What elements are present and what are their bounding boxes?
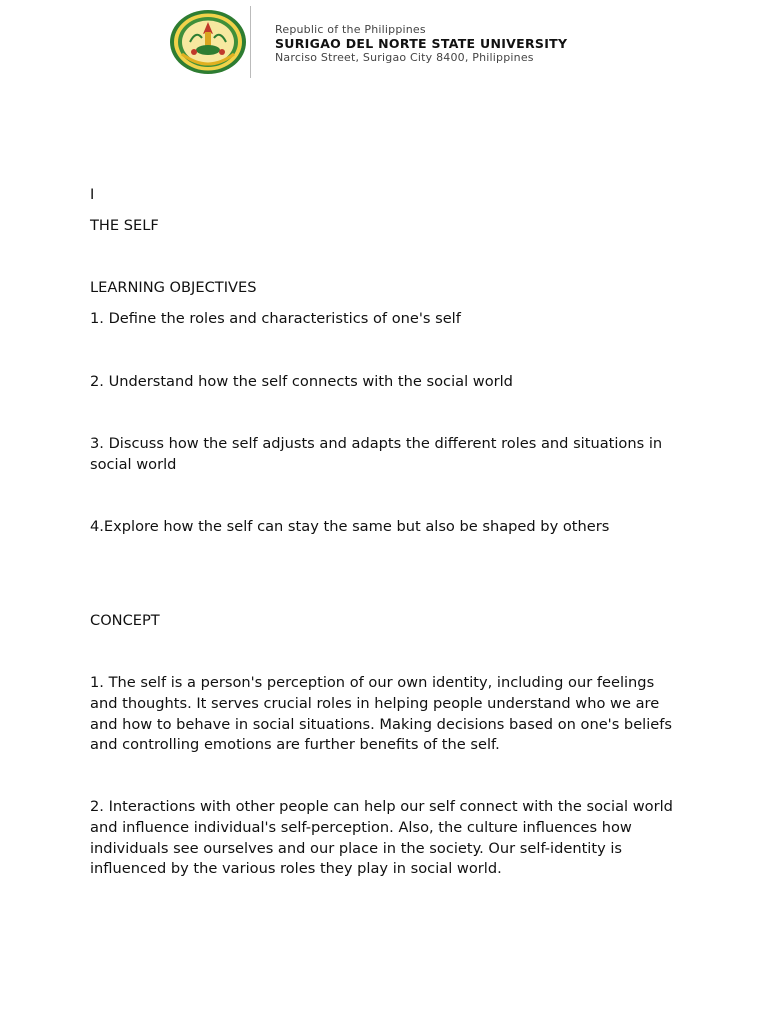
letterhead-divider	[250, 6, 251, 78]
concept-2: 2. Interactions with other people can help our self connect with the social world and influence individual's self-perception. Also, the culture influences how individuals see ourselves and our place in the society. Our self-identity is influenced by the various roles they play in social world.	[90, 798, 673, 878]
concept-1: 1. The self is a person's perception of our own identity, including our feelings and thoughts. It serves crucial roles in helping people understand who we are and how to behave in social situations. Making decisions based on one's beliefs and controlling emotions are further benefits of the self.	[90, 674, 673, 754]
letterhead	[0, 0, 768, 90]
objectives-heading: LEARNING OBJECTIVES	[90, 279, 257, 296]
university-address: Narciso Street, Surigao City 8400, Philippines	[275, 51, 534, 64]
chapter-title: THE SELF	[90, 217, 159, 234]
university-name: SURIGAO DEL NORTE STATE UNIVERSITY	[275, 36, 568, 51]
objective-2: 2. Understand how the self connects with the social world	[90, 373, 513, 390]
objective-1: 1. Define the roles and characteristics of one's self	[90, 310, 461, 327]
objective-3: 3. Discuss how the self adjusts and adapts the different roles and situations in social world	[90, 435, 663, 473]
republic-line: Republic of the Philippines	[275, 23, 426, 36]
objective-4: 4.Explore how the self can stay the same but also be shaped by others	[90, 518, 610, 535]
chapter-number: I	[90, 186, 95, 203]
letterhead-text	[275, 23, 695, 65]
university-seal-icon	[168, 8, 248, 76]
concept-heading: CONCEPT	[90, 612, 160, 629]
